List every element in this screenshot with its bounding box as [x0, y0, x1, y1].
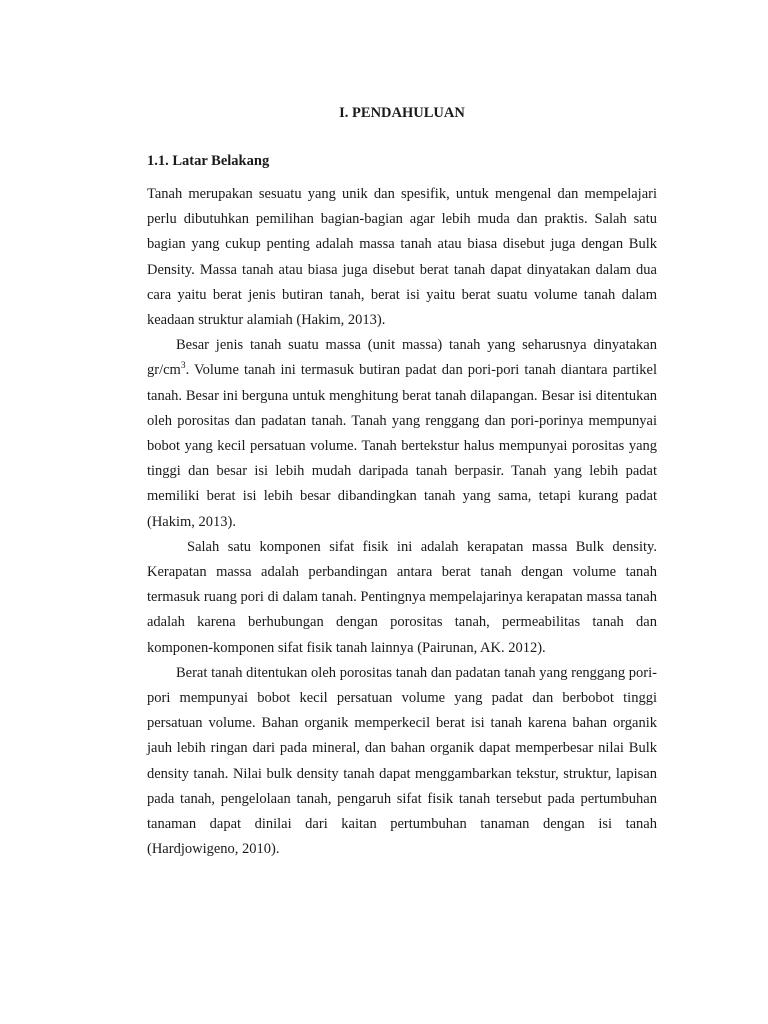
paragraph-3: Salah satu komponen sifat fisik ini adalah kerapatan massa Bulk density. Kerapatan massa adalah perbandingan antara berat tanah dengan volume tanah termasuk ruang pori di dalam tanah. Pentingnya mempelajarinya kerapatan massa tanah adalah karena berhubungan dengan porositas tanah, permeabilitas tanah dan komponen-komponen sifat fisik tanah lainnya (Pairunan, AK. 2012).: [147, 538, 657, 656]
section-title: 1.1. Latar Belakang: [147, 153, 270, 169]
paragraph-2: [147, 333, 657, 535]
superscript-3: 3: [180, 361, 186, 372]
paragraph-2-text-a: Besar jenis tanah suatu massa (unit massa) tanah yang seharusnya dinyatakan gr/cm: [147, 337, 657, 379]
paragraph-1: Tanah merupakan sesuatu yang unik dan spesifik, untuk mengenal dan mempelajari perlu dibutuhkan pemilihan bagian-bagian agar lebih muda dan praktis. Salah satu bagian yang cukup penting adalah massa tanah atau biasa disebut juga dengan Bulk Density. Massa tanah atau biasa juga disebut berat tanah dapat dinyatakan dalam dua cara yaitu berat jenis butiran tanah, berat isi yaitu berat suatu volume tanah dalam keadaan struktur alamiah (Hakim, 2013).: [147, 186, 657, 329]
chapter-title: I. PENDAHULUAN: [339, 105, 465, 121]
paragraph-2-text-b: . Volume tanah ini termasuk butiran padat dan pori-pori tanah diantara partikel tanah. Besar ini berguna untuk menghitung berat tanah dilapangan. Besar isi ditentukan oleh porositas dan padatan tanah. Tanah yang renggang dan pori-porinya mempunyai bobot yang kecil persatuan volume. Tanah bertekstur halus mempunyai porositas yang tinggi dan besar isi lebih mudah daripada tanah berpasir. Tanah yang lebih padat memiliki berat isi lebih besar dibandingkan tanah yang sama, tetapi kurang padat (Hakim, 2013).: [147, 362, 657, 530]
document-page: [147, 100, 657, 862]
paragraph-4: Berat tanah ditentukan oleh porositas tanah dan padatan tanah yang renggang pori-pori mempunyai bobot kecil persatuan volume yang padat dan berbobot tinggi persatuan volume. Bahan organik memperkecil berat isi tanah karena bahan organik jauh lebih ringan dari pada mineral, dan bahan organik dapat memperbesar nilai Bulk density tanah. Nilai bulk density tanah dapat menggambarkan tekstur, struktur, lapisan pada tanah, pengelolaan tanah, pengaruh sifat fisik tanah tersebut pada pertumbuhan tanaman dapat dinilai dari kaitan pertumbuhan tanaman dengan isi tanah (Hardjowigeno, 2010).: [147, 664, 657, 858]
